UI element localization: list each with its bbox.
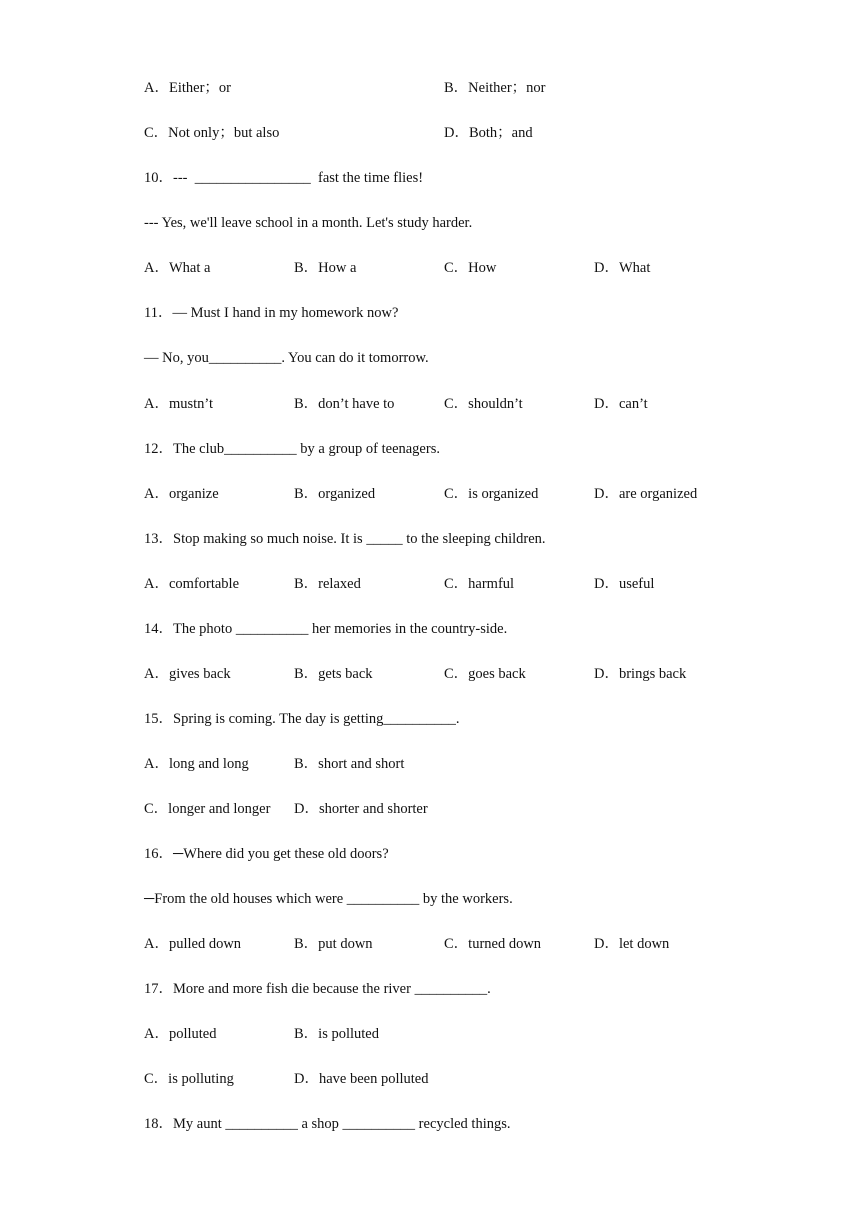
q10-reply: --- Yes, we'll leave school in a month. Let's study harder. (144, 215, 473, 231)
q12-stem: 12．The club__________ by a group of teenagers. (144, 441, 440, 457)
q17-option-d: D．have been polluted (294, 1071, 429, 1087)
q10-option-a: A．What a (144, 260, 211, 276)
q14-option-c: C．goes back (444, 666, 526, 682)
q16-reply: ─From the old houses which were __________ by the workers. (144, 891, 513, 907)
q11-stem: 11．— Must I hand in my homework now? (144, 305, 399, 321)
q9-option-b: B．Neither；nor (444, 80, 546, 96)
q15-option-d: D．shorter and shorter (294, 801, 428, 817)
q17-option-c: C．is polluting (144, 1071, 234, 1087)
q11-option-b: B．don’t have to (294, 396, 395, 412)
q10-option-c: C．How (444, 260, 497, 276)
q10-option-d: D．What (594, 260, 651, 276)
q9-option-d: D．Both；and (444, 125, 533, 141)
q15-option-b: B．short and short (294, 756, 405, 772)
q11-option-c: C．shouldn’t (444, 396, 523, 412)
q10-stem: 10．--- ________________ fast the time flies! (144, 170, 424, 186)
q13-option-c: C．harmful (444, 576, 515, 592)
q11-option-d: D．can’t (594, 396, 648, 412)
q14-option-a: A．gives back (144, 666, 231, 682)
q13-option-a: A．comfortable (144, 576, 240, 592)
q11-reply: — No, you__________. You can do it tomorrow. (144, 350, 429, 366)
q16-stem: 16．─Where did you get these old doors? (144, 846, 389, 862)
q17-option-a: A．polluted (144, 1026, 217, 1042)
q9-option-a: A．Either；or (144, 80, 231, 96)
q13-option-d: D．useful (594, 576, 655, 592)
q14-option-b: B．gets back (294, 666, 373, 682)
q15-option-c: C．longer and longer (144, 801, 271, 817)
q18-stem: 18．My aunt __________ a shop __________ recycled things. (144, 1116, 511, 1132)
q12-option-b: B．organized (294, 486, 376, 502)
q12-option-a: A．organize (144, 486, 219, 502)
q12-option-c: C．is organized (444, 486, 539, 502)
q17-option-b: B．is polluted (294, 1026, 379, 1042)
q16-option-a: A．pulled down (144, 936, 242, 952)
q10-option-b: B．How a (294, 260, 357, 276)
q13-stem: 13．Stop making so much noise. It is _____ to the sleeping children. (144, 531, 546, 547)
q16-option-b: B．put down (294, 936, 373, 952)
q15-stem: 15．Spring is coming. The day is getting__________. (144, 711, 460, 727)
q13-option-b: B．relaxed (294, 576, 361, 592)
q16-option-d: D．let down (594, 936, 670, 952)
q16-option-c: C．turned down (444, 936, 542, 952)
q17-stem: 17．More and more fish die because the river __________. (144, 981, 491, 997)
q15-option-a: A．long and long (144, 756, 249, 772)
q9-option-c: C．Not only；but also (144, 125, 280, 141)
q12-option-d: D．are organized (594, 486, 698, 502)
q14-option-d: D．brings back (594, 666, 687, 682)
q11-option-a: A．mustn’t (144, 396, 214, 412)
q14-stem: 14．The photo __________ her memories in the country-side. (144, 621, 508, 637)
